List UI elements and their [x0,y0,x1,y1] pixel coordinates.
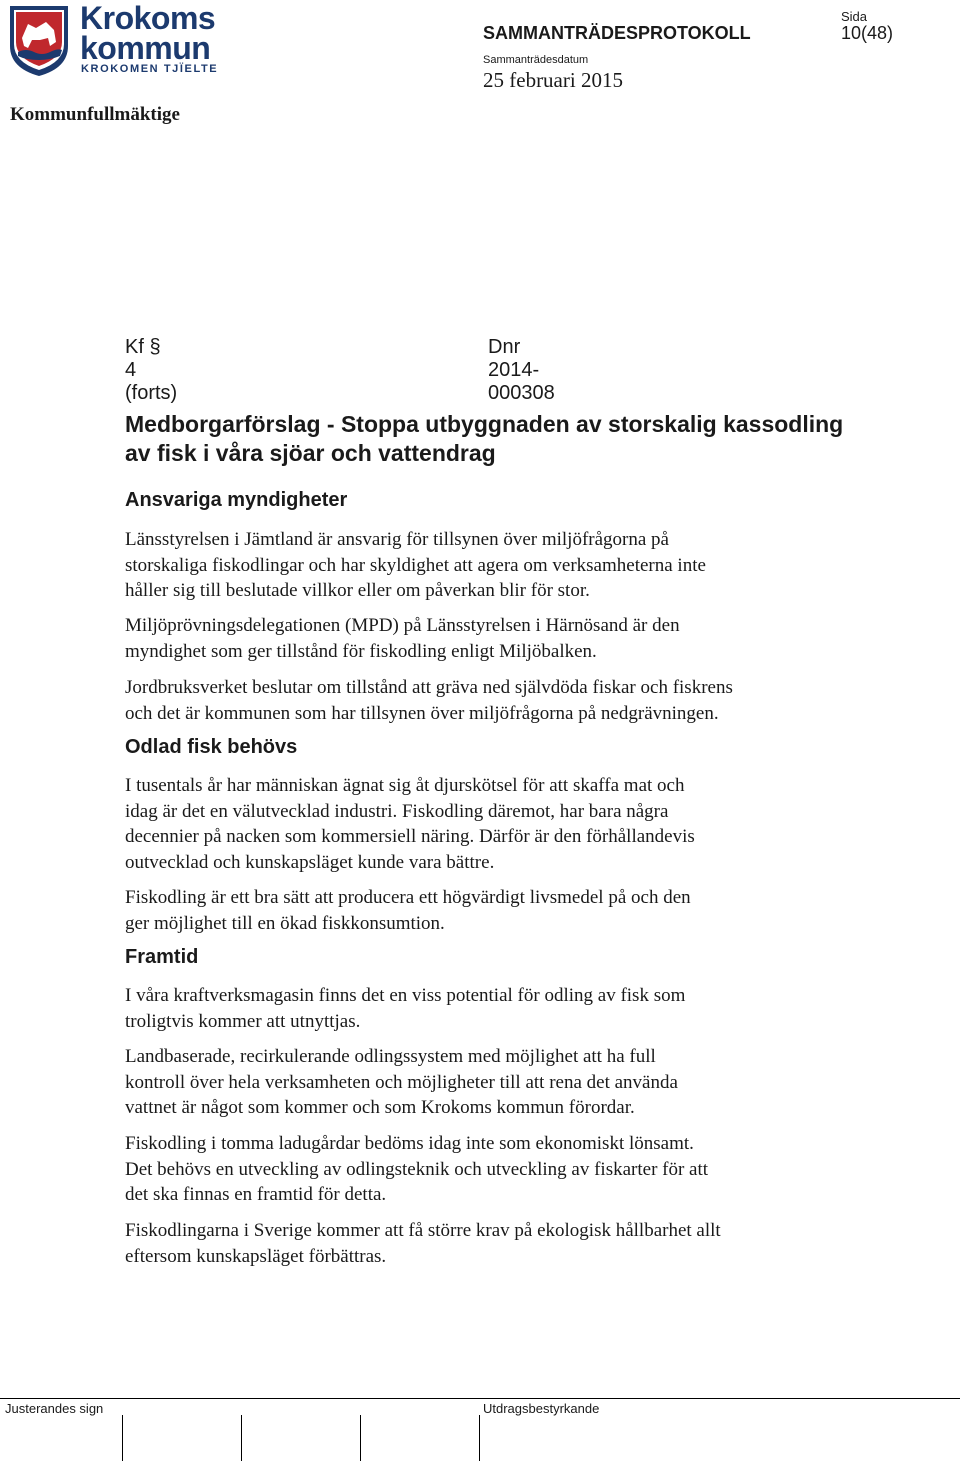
text-line: vattnet är något som kommer och som Krokoms kommun förordar. [125,1097,635,1118]
footer-divider [0,1398,960,1399]
paragraph-future-3 [125,1131,845,1208]
page-label: Sida [841,9,868,24]
text-line: Jordbruksverket beslutar om tillstånd att gräva ned självdöda fiskar och fiskrens [125,677,733,698]
paragraph-needed-2 [125,885,845,936]
heading-fish-needed: Odlad fisk behövs [125,736,298,758]
diary-number: Dnr 2014-000308 [488,336,555,404]
protocol-title: SAMMANTRÄDESPROTOKOLL [483,23,751,43]
text-line: storskaliga fiskodlingar och har skyldighet att agera om verksamheterna inte [125,554,706,576]
paragraph-number: Kf § 4 (forts) [125,336,178,404]
text-line: Fiskodling i tomma ladugårdar bedöms idag inte som ekonomiskt lönsamt. [125,1133,694,1154]
text-line: och det är kommunen som har tillsynen över miljöfrågorna på nedgrävningen. [125,702,719,724]
text-line: outvecklad och kunskapsläget kunde vara bättre. [125,851,495,873]
paragraph-future-4 [125,1218,845,1269]
text-line: Det behövs en utveckling av odlingsteknik och utveckling av fiskarter för att [125,1158,709,1180]
paragraph-needed-1 [125,773,845,875]
assembly-name: Kommunfullmäktige [10,104,180,125]
heading-authorities: Ansvariga myndigheter [125,489,348,511]
meeting-date-value: 25 februari 2015 [483,68,623,92]
text-line: Landbaserade, recirkulerande odlingssystem med möjlighet att ha full [125,1046,656,1067]
paragraph-future-1 [125,983,845,1034]
text-line: Miljöprövningsdelegationen (MPD) på Länsstyrelsen i Härnösand är den [125,615,680,636]
extract-certification-label: Utdragsbestyrkande [483,1401,600,1416]
document-title: Medborgarförslag - Stoppa utbyggnaden av storskalig kassodling av fisk i våra sjöar och vattendrag [125,411,844,466]
brand-name-line1: Krokoms [80,0,216,36]
text-line: Länsstyrelsen i Jämtland är ansvarig för tillsynen över miljöfrågorna på [125,529,669,550]
signature-box-divider [241,1415,242,1461]
text-line: troligtvis kommer att utnyttjas. [125,1010,361,1032]
text-line: decennier på nacken som kommersiell näring. Därför är den förhållandevis [125,826,695,847]
text-line: ger möjlighet till en ökad fiskkonsumtion. [125,912,445,934]
text-line: Fiskodling är ett bra sätt att producera ett högvärdigt livsmedel på och den [125,887,691,908]
coat-of-arms-logo [6,2,72,78]
paragraph-authorities-2 [125,613,845,664]
signature-field-label: Justerandes sign [5,1401,104,1416]
text-line: kontroll över hela verksamheten och möjligheter till att rena det använda [125,1071,678,1093]
text-line: I tusentals år har människan ägnat sig åt djurskötsel för att skaffa mat och [125,775,685,796]
brand-name-line2: kommun [80,30,211,66]
text-line: det ska finnas en framtid för detta. [125,1184,387,1205]
text-line: idag är det en välutvecklad industri. Fiskodling däremot, har bara några [125,800,669,822]
meeting-date-label: Sammanträdesdatum [483,54,589,66]
text-line: Fiskodlingarna i Sverige kommer att få större krav på ekologisk hållbarhet allt [125,1220,721,1241]
text-line: myndighet som ger tillstånd för fiskodling enligt Miljöbalken. [125,640,597,662]
text-line: I våra kraftverksmagasin finns det en viss potential för odling av fisk som [125,985,686,1006]
heading-future: Framtid [125,946,199,968]
page-number: 10(48) [841,23,894,43]
signature-box-divider [122,1415,123,1461]
paragraph-authorities-1 [125,527,845,604]
paragraph-future-2 [125,1044,845,1121]
paragraph-authorities-3 [125,675,845,726]
brand-subtitle: KROKOMEN TJÏELTE [81,63,219,75]
signature-box-divider [479,1415,480,1461]
text-line: håller sig till beslutade villkor eller om påverkan blir för stor. [125,580,590,601]
text-line: eftersom kunskapsläget förbättras. [125,1245,387,1267]
signature-box-divider [360,1415,361,1461]
